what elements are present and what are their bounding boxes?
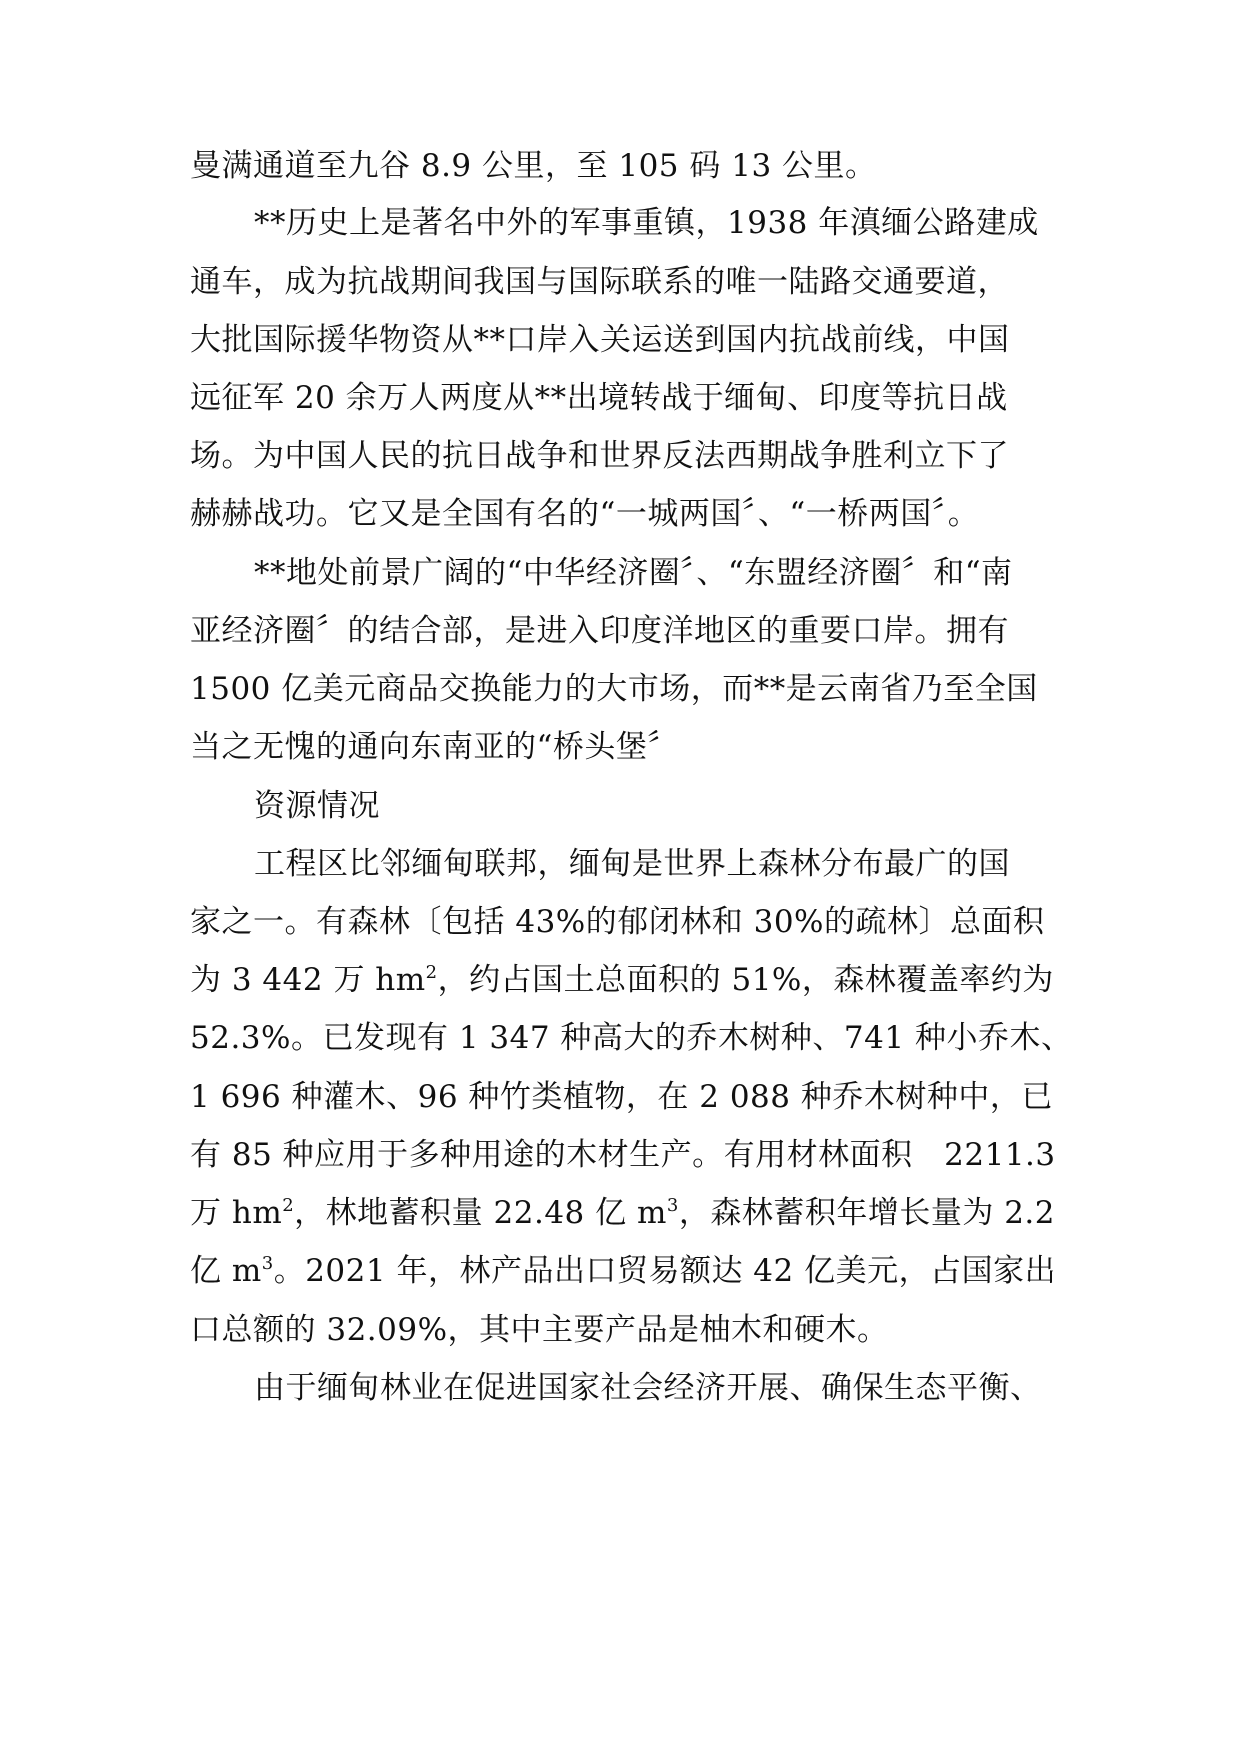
text-line: 曼满通道至九谷 8.9 公里，至 105 码 13 公里。 [190, 148, 877, 184]
text-line: 赫赫战功。它又是全国有名的“一城两国〞、“一桥两国〞。 [190, 496, 980, 532]
text-line: 亚经济圈〞的结合部，是进入印度洋地区的重要口岸。拥有 [190, 613, 1009, 649]
text-line: 亿 $m^3$。2021 年，林产品出口贸易额达 42 亿美元，占国家出 [190, 1253, 1057, 1289]
text-line: 大批国际援华物资从**口岸入关运送到国内抗战前线，中国 [190, 322, 1010, 358]
text-line: 1500 亿美元商品交换能力的大市场，而**是云南省乃至全国 [190, 671, 1038, 707]
section-heading: 资源情况 [254, 788, 380, 824]
text-line: 由于缅甸林业在促进国家社会经济开展、确保生态平衡、 [254, 1370, 1042, 1406]
text-line: 远征军 20 余万人两度从**出境转战于缅甸、印度等抗日战 [190, 380, 1008, 416]
text-line: 万 $hm^2$，林地蓄积量 22.48 亿 $m^3$，森林蓄积年增长量为 2.2 [190, 1195, 1055, 1231]
text-line: 1 696 种灌木、96 种竹类植物，在 2 088 种乔木树种中，已 [190, 1079, 1053, 1115]
text-line: **历史上是著名中外的军事重镇，1938 年滇缅公路建成 [254, 205, 1039, 241]
text-line: 52.3%。已发现有 1 347 种高大的乔木树种、741 种小乔木、 [190, 1020, 1073, 1056]
text-line: 家之一。有森林〔包括 43%的郁闭林和 30%的疏林〕总面积 [190, 904, 1045, 940]
text-line: 场。为中国人民的抗日战争和世界反法西期战争胜利立下了 [190, 438, 1009, 474]
text-line: 为 3 442 万 $hm^2$，约占国土总面积的 51%，森林覆盖率约为 [190, 962, 1054, 998]
text-line: 工程区比邻缅甸联邦，缅甸是世界上森林分布最广的国 [254, 846, 1010, 882]
text-line: 口总额的 32.09%，其中主要产品是柚木和硬木。 [190, 1312, 889, 1348]
text-line: 当之无愧的通向东南亚的“桥头堡〞 [190, 729, 679, 765]
text-line: 通车，成为抗战期间我国与国际联系的唯一陆路交通要道， [190, 264, 1009, 300]
text-line: 有 85 种应用于多种用途的木材生产。有用材林面积 2211.3 [190, 1137, 1056, 1173]
text-line: **地处前景广阔的“中华经济圈〞、“东盟经济圈〞和“南 [254, 555, 1013, 591]
